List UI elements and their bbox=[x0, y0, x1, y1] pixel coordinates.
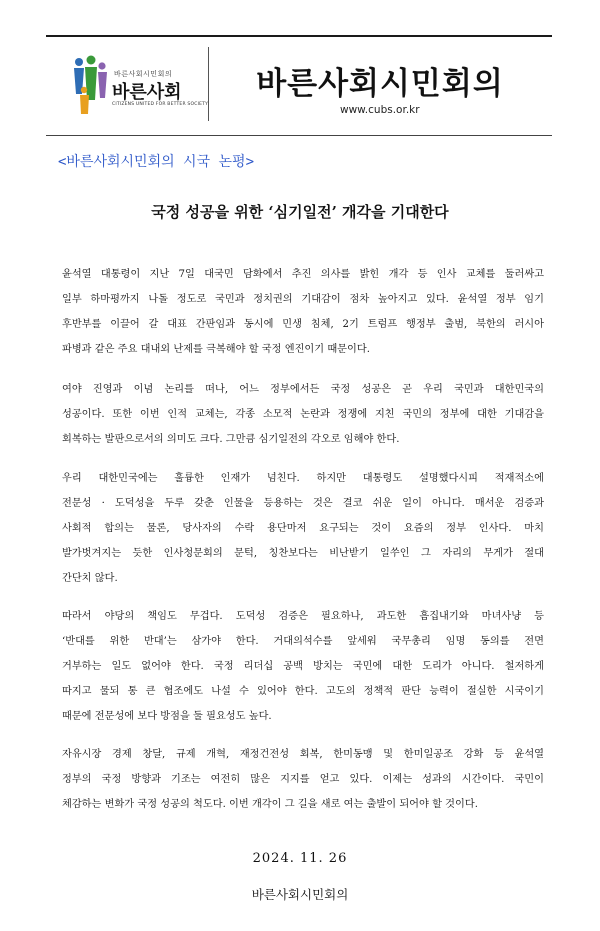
paragraph-4 bbox=[62, 604, 544, 729]
header-bottom-rule bbox=[46, 135, 552, 136]
paragraph-line: 윤석열 대통령이 지난 7일 대국민 담화에서 추진 의사를 밝힌 개각 등 인사 교체를 둘러싸고 bbox=[62, 269, 544, 280]
paragraph-line: 자유시장 경제 창달, 규제 개혁, 재정건전성 회복, 한미동맹 및 한미일공조 강화 등 윤석열 bbox=[62, 749, 544, 760]
signature: 바른사회시민회의 bbox=[251, 887, 349, 902]
logo-english-name: CITIZENS UNITED FOR BETTER SOCIETY bbox=[112, 102, 209, 107]
paragraph-line: 일부 하마평까지 나돌 정도로 국민과 정치권의 기대감이 점차 높아지고 있다. 윤석열 정부 임기 bbox=[62, 294, 544, 305]
paragraph-line: 여야 진영과 이념 논리를 떠나, 어느 정부에서든 국정 성공은 곧 우리 국민과 대한민국의 bbox=[62, 384, 544, 395]
header-top-rule bbox=[46, 35, 552, 37]
paragraph-3 bbox=[62, 466, 544, 591]
paragraph-line: 간단치 않다. bbox=[62, 573, 118, 584]
organization-name: 바른사회시민회의 bbox=[256, 66, 504, 102]
paragraph-line: 때문에 전문성에 보다 방점을 둘 필요성도 높다. bbox=[62, 711, 272, 722]
paragraph-line: 정부의 국정 방향과 기조는 여전히 많은 지지를 얻고 있다. 이제는 성과의 시간이다. 국민이 bbox=[62, 774, 544, 785]
paragraph-line: 따라서 야당의 책임도 무겁다. 도덕성 검증은 필요하나, 과도한 흠집내기와 마녀사냥 등 bbox=[62, 611, 544, 622]
people-figures-icon bbox=[72, 54, 112, 116]
logo-subtitle: 바른사회시민회의 bbox=[114, 70, 173, 78]
paragraph-line: ‘반대를 위한 반대’는 삼가야 한다. 거대의석수를 앞세워 국무총리 임명 동의를 전면 bbox=[62, 636, 544, 647]
paragraph-line: 전문성 · 도덕성을 두루 갖춘 인물을 등용하는 것은 결코 쉬운 일이 아니다. 매서운 검증과 bbox=[62, 498, 544, 509]
paragraph-line: 성공이다. 또한 이번 인적 교체는, 각종 소모적 논란과 정쟁에 지친 국민의 정부에 대한 기대감을 bbox=[62, 409, 544, 420]
publication-date: 2024. 11. 26 bbox=[252, 851, 348, 866]
organization-logo bbox=[72, 54, 209, 116]
organization-url: www.cubs.or.kr bbox=[340, 104, 420, 116]
paragraph-line: 발가벗겨지는 듯한 인사청문회의 문턱, 칭찬보다는 비난받기 일쑤인 그 자리의 무게가 절대 bbox=[62, 548, 544, 559]
paragraph-line: 우리 대한민국에는 훌륭한 인재가 넘친다. 하지만 대통령도 설명했다시피 적재적소에 bbox=[62, 473, 544, 484]
paragraph-line: 거부하는 일도 없어야 한다. 국정 리더십 공백 방치는 국민에 대한 도리가 아니다. 철저하게 bbox=[62, 661, 544, 672]
paragraph-5 bbox=[62, 742, 544, 817]
paragraph-line: 체감하는 변화가 국정 성공의 척도다. 이번 개각이 그 길을 새로 여는 출발이 되어야 할 것이다. bbox=[62, 799, 478, 810]
logo-wordmark: 바른사회 bbox=[112, 82, 182, 103]
series-label: <바른사회시민회의 시국 논평> bbox=[58, 154, 255, 170]
paragraph-line: 파병과 같은 주요 대내외 난제를 극복해야 할 국정 엔진이기 때문이다. bbox=[62, 344, 370, 355]
paragraph-line: 후반부를 이끌어 갈 대표 간판임과 동시에 민생 침체, 2기 트럼프 행정부 출범, 북한의 러시아 bbox=[62, 319, 544, 330]
article-title: 국정 성공을 위한 ‘심기일전’ 개각을 기대한다 bbox=[151, 203, 449, 221]
paragraph-line: 따지고 물되 통 큰 협조에도 나설 수 있어야 한다. 고도의 정책적 판단 능력이 절실한 시국이기 bbox=[62, 686, 544, 697]
paragraph-line: 회복하는 발판으로서의 의미도 크다. 그만큼 심기일전의 각오로 임해야 한다. bbox=[62, 434, 400, 445]
header-divider bbox=[208, 47, 209, 121]
paragraph-line: 사회적 합의는 물론, 당사자의 수락 용단마저 요구되는 것이 요즘의 정부 인사다. 마치 bbox=[62, 523, 544, 534]
paragraph-2 bbox=[62, 377, 544, 452]
paragraph-1 bbox=[62, 262, 544, 362]
